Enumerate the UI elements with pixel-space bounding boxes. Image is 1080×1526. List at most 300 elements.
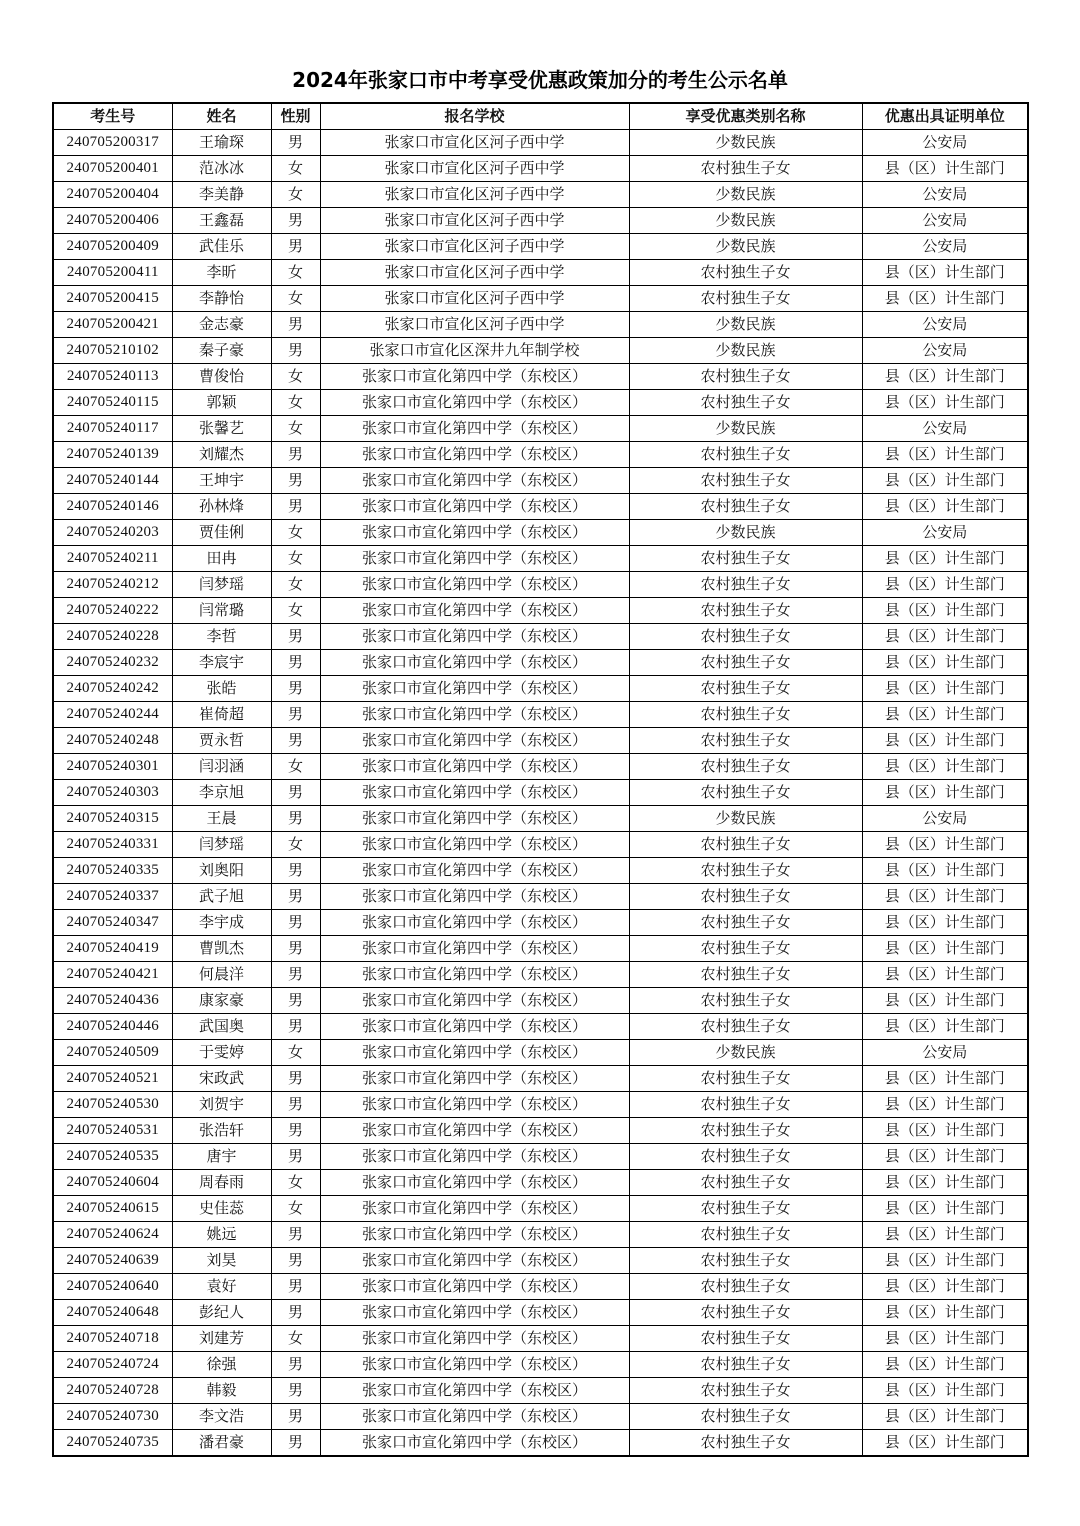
cell-certifying-unit: 公安局 <box>862 182 1028 208</box>
cell-policy-category: 农村独生子女 <box>629 624 862 650</box>
cell-name: 韩毅 <box>172 1378 271 1404</box>
table-row <box>53 858 1028 884</box>
cell-policy-category: 农村独生子女 <box>629 442 862 468</box>
cell-policy-category: 少数民族 <box>629 208 862 234</box>
table-row <box>53 156 1028 182</box>
cell-name: 李美静 <box>172 182 271 208</box>
cell-certifying-unit: 县（区）计生部门 <box>862 676 1028 702</box>
cell-school: 张家口市宣化区河子西中学 <box>320 234 629 260</box>
cell-school: 张家口市宣化第四中学（东校区） <box>320 1430 629 1457</box>
cell-name: 刘昊 <box>172 1248 271 1274</box>
cell-school: 张家口市宣化第四中学（东校区） <box>320 858 629 884</box>
cell-policy-category: 农村独生子女 <box>629 1222 862 1248</box>
cell-school: 张家口市宣化第四中学（东校区） <box>320 416 629 442</box>
cell-certifying-unit: 县（区）计生部门 <box>862 1274 1028 1300</box>
cell-name: 秦子豪 <box>172 338 271 364</box>
cell-school: 张家口市宣化区河子西中学 <box>320 260 629 286</box>
cell-certifying-unit: 县（区）计生部门 <box>862 650 1028 676</box>
cell-policy-category: 农村独生子女 <box>629 1066 862 1092</box>
cell-exam-number: 240705240530 <box>53 1092 172 1118</box>
cell-gender: 女 <box>271 286 320 312</box>
cell-gender: 男 <box>271 1014 320 1040</box>
cell-name: 闫梦瑶 <box>172 572 271 598</box>
cell-gender: 男 <box>271 1144 320 1170</box>
cell-exam-number: 240705200404 <box>53 182 172 208</box>
table-row <box>53 494 1028 520</box>
cell-certifying-unit: 县（区）计生部门 <box>862 1066 1028 1092</box>
cell-school: 张家口市宣化第四中学（东校区） <box>320 1118 629 1144</box>
cell-certifying-unit: 县（区）计生部门 <box>862 468 1028 494</box>
cell-certifying-unit: 县（区）计生部门 <box>862 546 1028 572</box>
table-row <box>53 702 1028 728</box>
cell-policy-category: 少数民族 <box>629 130 862 156</box>
cell-policy-category: 农村独生子女 <box>629 1118 862 1144</box>
cell-name: 田冉 <box>172 546 271 572</box>
cell-policy-category: 农村独生子女 <box>629 780 862 806</box>
cell-policy-category: 农村独生子女 <box>629 1014 862 1040</box>
cell-name: 张馨艺 <box>172 416 271 442</box>
cell-exam-number: 240705240232 <box>53 650 172 676</box>
table-row <box>53 364 1028 390</box>
cell-school: 张家口市宣化第四中学（东校区） <box>320 1248 629 1274</box>
cell-certifying-unit: 县（区）计生部门 <box>862 1352 1028 1378</box>
cell-gender: 男 <box>271 910 320 936</box>
table-row <box>53 130 1028 156</box>
cell-gender: 男 <box>271 1092 320 1118</box>
cell-gender: 男 <box>271 884 320 910</box>
cell-name: 孙林烽 <box>172 494 271 520</box>
cell-policy-category: 农村独生子女 <box>629 1092 862 1118</box>
cell-policy-category: 农村独生子女 <box>629 1404 862 1430</box>
table-row <box>53 780 1028 806</box>
cell-gender: 男 <box>271 1274 320 1300</box>
cell-name: 曹俊怡 <box>172 364 271 390</box>
cell-certifying-unit: 公安局 <box>862 338 1028 364</box>
table-row <box>53 182 1028 208</box>
table-row <box>53 1248 1028 1274</box>
cell-school: 张家口市宣化区河子西中学 <box>320 312 629 338</box>
cell-policy-category: 农村独生子女 <box>629 1170 862 1196</box>
cell-name: 刘奥阳 <box>172 858 271 884</box>
cell-certifying-unit: 县（区）计生部门 <box>862 1300 1028 1326</box>
cell-name: 于雯婷 <box>172 1040 271 1066</box>
cell-school: 张家口市宣化第四中学（东校区） <box>320 520 629 546</box>
table-row <box>53 936 1028 962</box>
cell-exam-number: 240705200401 <box>53 156 172 182</box>
cell-exam-number: 240705240115 <box>53 390 172 416</box>
cell-gender: 男 <box>271 130 320 156</box>
cell-school: 张家口市宣化第四中学（东校区） <box>320 780 629 806</box>
cell-gender: 男 <box>271 312 320 338</box>
cell-certifying-unit: 公安局 <box>862 130 1028 156</box>
cell-policy-category: 农村独生子女 <box>629 1352 862 1378</box>
table-row <box>53 546 1028 572</box>
cell-school: 张家口市宣化第四中学（东校区） <box>320 1378 629 1404</box>
cell-gender: 女 <box>271 1170 320 1196</box>
cell-policy-category: 农村独生子女 <box>629 754 862 780</box>
cell-name: 王瑜琛 <box>172 130 271 156</box>
cell-certifying-unit: 县（区）计生部门 <box>862 1118 1028 1144</box>
cell-gender: 男 <box>271 962 320 988</box>
cell-gender: 男 <box>271 234 320 260</box>
cell-exam-number: 240705240303 <box>53 780 172 806</box>
cell-school: 张家口市宣化第四中学（东校区） <box>320 1040 629 1066</box>
cell-exam-number: 240705240535 <box>53 1144 172 1170</box>
cell-exam-number: 240705240718 <box>53 1326 172 1352</box>
cell-school: 张家口市宣化区河子西中学 <box>320 182 629 208</box>
cell-policy-category: 农村独生子女 <box>629 832 862 858</box>
table-row <box>53 598 1028 624</box>
table-row <box>53 1352 1028 1378</box>
cell-gender: 女 <box>271 572 320 598</box>
cell-certifying-unit: 县（区）计生部门 <box>862 884 1028 910</box>
cell-name: 金志豪 <box>172 312 271 338</box>
cell-school: 张家口市宣化第四中学（东校区） <box>320 936 629 962</box>
table-row <box>53 1300 1028 1326</box>
cell-school: 张家口市宣化第四中学（东校区） <box>320 1066 629 1092</box>
cell-name: 唐宇 <box>172 1144 271 1170</box>
table-row <box>53 208 1028 234</box>
cell-gender: 女 <box>271 754 320 780</box>
header-certifying-unit: 优惠出具证明单位 <box>862 103 1028 130</box>
cell-name: 李宇成 <box>172 910 271 936</box>
cell-school: 张家口市宣化第四中学（东校区） <box>320 1404 629 1430</box>
cell-gender: 男 <box>271 1352 320 1378</box>
cell-policy-category: 农村独生子女 <box>629 572 862 598</box>
cell-certifying-unit: 县（区）计生部门 <box>862 364 1028 390</box>
cell-certifying-unit: 公安局 <box>862 1040 1028 1066</box>
cell-certifying-unit: 县（区）计生部门 <box>862 962 1028 988</box>
cell-certifying-unit: 县（区）计生部门 <box>862 1326 1028 1352</box>
cell-certifying-unit: 县（区）计生部门 <box>862 780 1028 806</box>
cell-name: 王晨 <box>172 806 271 832</box>
cell-gender: 男 <box>271 1118 320 1144</box>
table-row <box>53 260 1028 286</box>
cell-gender: 女 <box>271 416 320 442</box>
cell-name: 李文浩 <box>172 1404 271 1430</box>
cell-name: 彭纪人 <box>172 1300 271 1326</box>
table-row <box>53 1378 1028 1404</box>
cell-gender: 男 <box>271 338 320 364</box>
cell-certifying-unit: 县（区）计生部门 <box>862 832 1028 858</box>
cell-gender: 女 <box>271 182 320 208</box>
cell-exam-number: 240705240421 <box>53 962 172 988</box>
table-row <box>53 962 1028 988</box>
cell-gender: 女 <box>271 390 320 416</box>
cell-policy-category: 农村独生子女 <box>629 546 862 572</box>
cell-school: 张家口市宣化第四中学（东校区） <box>320 1222 629 1248</box>
cell-school: 张家口市宣化第四中学（东校区） <box>320 468 629 494</box>
cell-certifying-unit: 县（区）计生部门 <box>862 442 1028 468</box>
table-row <box>53 1430 1028 1457</box>
cell-name: 武子旭 <box>172 884 271 910</box>
cell-exam-number: 240705240531 <box>53 1118 172 1144</box>
cell-name: 李宸宇 <box>172 650 271 676</box>
cell-gender: 男 <box>271 1066 320 1092</box>
cell-school: 张家口市宣化区河子西中学 <box>320 208 629 234</box>
table-row <box>53 1040 1028 1066</box>
cell-certifying-unit: 公安局 <box>862 208 1028 234</box>
cell-name: 康家豪 <box>172 988 271 1014</box>
cell-exam-number: 240705240228 <box>53 624 172 650</box>
cell-gender: 男 <box>271 988 320 1014</box>
table-row <box>53 338 1028 364</box>
cell-exam-number: 240705240337 <box>53 884 172 910</box>
cell-school: 张家口市宣化区河子西中学 <box>320 130 629 156</box>
cell-policy-category: 农村独生子女 <box>629 598 862 624</box>
table-row <box>53 1170 1028 1196</box>
cell-school: 张家口市宣化第四中学（东校区） <box>320 1326 629 1352</box>
cell-gender: 男 <box>271 1378 320 1404</box>
cell-exam-number: 240705240211 <box>53 546 172 572</box>
cell-policy-category: 农村独生子女 <box>629 676 862 702</box>
cell-policy-category: 少数民族 <box>629 806 862 832</box>
cell-school: 张家口市宣化第四中学（东校区） <box>320 988 629 1014</box>
cell-name: 闫羽涵 <box>172 754 271 780</box>
cell-name: 史佳蕊 <box>172 1196 271 1222</box>
cell-gender: 男 <box>271 780 320 806</box>
cell-name: 何晨洋 <box>172 962 271 988</box>
table-row <box>53 806 1028 832</box>
cell-policy-category: 农村独生子女 <box>629 988 862 1014</box>
cell-gender: 男 <box>271 806 320 832</box>
table-body <box>53 130 1028 1457</box>
cell-gender: 男 <box>271 1404 320 1430</box>
cell-gender: 女 <box>271 260 320 286</box>
cell-policy-category: 少数民族 <box>629 234 862 260</box>
cell-school: 张家口市宣化第四中学（东校区） <box>320 1014 629 1040</box>
page-title: 2024年张家口市中考享受优惠政策加分的考生公示名单 <box>292 68 788 92</box>
cell-exam-number: 240705240113 <box>53 364 172 390</box>
cell-certifying-unit: 县（区）计生部门 <box>862 1404 1028 1430</box>
cell-gender: 女 <box>271 832 320 858</box>
cell-name: 武国奥 <box>172 1014 271 1040</box>
cell-exam-number: 240705240446 <box>53 1014 172 1040</box>
cell-school: 张家口市宣化区河子西中学 <box>320 286 629 312</box>
cell-school: 张家口市宣化第四中学（东校区） <box>320 546 629 572</box>
cell-exam-number: 240705200421 <box>53 312 172 338</box>
cell-certifying-unit: 县（区）计生部门 <box>862 390 1028 416</box>
cell-policy-category: 农村独生子女 <box>629 650 862 676</box>
cell-gender: 男 <box>271 936 320 962</box>
cell-gender: 男 <box>271 1300 320 1326</box>
cell-school: 张家口市宣化第四中学（东校区） <box>320 390 629 416</box>
cell-exam-number: 240705240335 <box>53 858 172 884</box>
cell-exam-number: 240705240331 <box>53 832 172 858</box>
cell-policy-category: 少数民族 <box>629 1040 862 1066</box>
cell-gender: 男 <box>271 208 320 234</box>
cell-gender: 男 <box>271 650 320 676</box>
cell-certifying-unit: 县（区）计生部门 <box>862 1092 1028 1118</box>
cell-school: 张家口市宣化第四中学（东校区） <box>320 1092 629 1118</box>
cell-exam-number: 240705210102 <box>53 338 172 364</box>
cell-name: 李哲 <box>172 624 271 650</box>
cell-name: 范冰冰 <box>172 156 271 182</box>
cell-policy-category: 少数民族 <box>629 312 862 338</box>
cell-school: 张家口市宣化第四中学（东校区） <box>320 806 629 832</box>
table-row <box>53 1326 1028 1352</box>
table-row <box>53 468 1028 494</box>
cell-exam-number: 240705240604 <box>53 1170 172 1196</box>
cell-name: 张浩轩 <box>172 1118 271 1144</box>
cell-name: 曹凯杰 <box>172 936 271 962</box>
cell-policy-category: 农村独生子女 <box>629 468 862 494</box>
cell-policy-category: 农村独生子女 <box>629 858 862 884</box>
cell-gender: 男 <box>271 1430 320 1457</box>
table-header-row <box>53 103 1028 130</box>
cell-school: 张家口市宣化第四中学（东校区） <box>320 650 629 676</box>
cell-exam-number: 240705240117 <box>53 416 172 442</box>
cell-school: 张家口市宣化第四中学（东校区） <box>320 754 629 780</box>
cell-school: 张家口市宣化第四中学（东校区） <box>320 728 629 754</box>
cell-gender: 女 <box>271 1326 320 1352</box>
cell-exam-number: 240705240222 <box>53 598 172 624</box>
cell-name: 贾永哲 <box>172 728 271 754</box>
table-row <box>53 884 1028 910</box>
cell-gender: 女 <box>271 1040 320 1066</box>
cell-certifying-unit: 公安局 <box>862 520 1028 546</box>
cell-name: 王坤宇 <box>172 468 271 494</box>
cell-exam-number: 240705200409 <box>53 234 172 260</box>
table-row <box>53 1274 1028 1300</box>
table-row <box>53 390 1028 416</box>
cell-policy-category: 农村独生子女 <box>629 884 862 910</box>
cell-exam-number: 240705240521 <box>53 1066 172 1092</box>
table-row <box>53 1092 1028 1118</box>
cell-exam-number: 240705240315 <box>53 806 172 832</box>
cell-school: 张家口市宣化第四中学（东校区） <box>320 442 629 468</box>
cell-name: 闫常璐 <box>172 598 271 624</box>
cell-exam-number: 240705240146 <box>53 494 172 520</box>
cell-school: 张家口市宣化第四中学（东校区） <box>320 598 629 624</box>
table-row <box>53 1196 1028 1222</box>
cell-policy-category: 农村独生子女 <box>629 936 862 962</box>
cell-certifying-unit: 县（区）计生部门 <box>862 494 1028 520</box>
table-row <box>53 416 1028 442</box>
table-row <box>53 234 1028 260</box>
cell-gender: 男 <box>271 624 320 650</box>
table-row <box>53 910 1028 936</box>
cell-policy-category: 农村独生子女 <box>629 962 862 988</box>
cell-name: 郭颖 <box>172 390 271 416</box>
cell-exam-number: 240705240624 <box>53 1222 172 1248</box>
cell-exam-number: 240705240509 <box>53 1040 172 1066</box>
cell-certifying-unit: 县（区）计生部门 <box>862 1196 1028 1222</box>
cell-name: 王鑫磊 <box>172 208 271 234</box>
cell-policy-category: 农村独生子女 <box>629 1274 862 1300</box>
cell-name: 贾佳俐 <box>172 520 271 546</box>
table-row <box>53 624 1028 650</box>
cell-gender: 女 <box>271 1196 320 1222</box>
cell-policy-category: 农村独生子女 <box>629 494 862 520</box>
cell-school: 张家口市宣化第四中学（东校区） <box>320 364 629 390</box>
cell-certifying-unit: 县（区）计生部门 <box>862 624 1028 650</box>
table-row <box>53 650 1028 676</box>
table-row <box>53 1144 1028 1170</box>
cell-name: 刘耀杰 <box>172 442 271 468</box>
cell-name: 刘贺宇 <box>172 1092 271 1118</box>
cell-certifying-unit: 县（区）计生部门 <box>862 1378 1028 1404</box>
cell-certifying-unit: 县（区）计生部门 <box>862 286 1028 312</box>
table-row <box>53 1222 1028 1248</box>
cell-school: 张家口市宣化第四中学（东校区） <box>320 1196 629 1222</box>
cell-gender: 女 <box>271 520 320 546</box>
cell-school: 张家口市宣化第四中学（东校区） <box>320 572 629 598</box>
cell-school: 张家口市宣化第四中学（东校区） <box>320 1300 629 1326</box>
cell-certifying-unit: 县（区）计生部门 <box>862 260 1028 286</box>
cell-certifying-unit: 县（区）计生部门 <box>862 572 1028 598</box>
cell-exam-number: 240705240648 <box>53 1300 172 1326</box>
cell-school: 张家口市宣化区深井九年制学校 <box>320 338 629 364</box>
cell-policy-category: 农村独生子女 <box>629 1248 862 1274</box>
cell-certifying-unit: 县（区）计生部门 <box>862 1144 1028 1170</box>
header-exam-number: 考生号 <box>53 103 172 130</box>
cell-school: 张家口市宣化第四中学（东校区） <box>320 1170 629 1196</box>
cell-certifying-unit: 县（区）计生部门 <box>862 702 1028 728</box>
cell-exam-number: 240705240419 <box>53 936 172 962</box>
table-row <box>53 572 1028 598</box>
cell-policy-category: 农村独生子女 <box>629 1430 862 1457</box>
table-row <box>53 442 1028 468</box>
cell-name: 刘建芳 <box>172 1326 271 1352</box>
cell-certifying-unit: 县（区）计生部门 <box>862 156 1028 182</box>
cell-policy-category: 农村独生子女 <box>629 1144 862 1170</box>
cell-exam-number: 240705240436 <box>53 988 172 1014</box>
table-row <box>53 1118 1028 1144</box>
cell-school: 张家口市宣化第四中学（东校区） <box>320 1352 629 1378</box>
cell-name: 姚远 <box>172 1222 271 1248</box>
table-row <box>53 520 1028 546</box>
cell-certifying-unit: 县（区）计生部门 <box>862 1430 1028 1457</box>
cell-policy-category: 农村独生子女 <box>629 390 862 416</box>
cell-policy-category: 农村独生子女 <box>629 1326 862 1352</box>
table-row <box>53 832 1028 858</box>
cell-certifying-unit: 县（区）计生部门 <box>862 598 1028 624</box>
table-row <box>53 1014 1028 1040</box>
table-row <box>53 286 1028 312</box>
cell-policy-category: 农村独生子女 <box>629 1378 862 1404</box>
cell-certifying-unit: 县（区）计生部门 <box>862 1170 1028 1196</box>
candidate-table <box>52 102 1029 1457</box>
cell-certifying-unit: 县（区）计生部门 <box>862 910 1028 936</box>
cell-school: 张家口市宣化第四中学（东校区） <box>320 1144 629 1170</box>
header-school: 报名学校 <box>320 103 629 130</box>
cell-policy-category: 少数民族 <box>629 416 862 442</box>
cell-exam-number: 240705200411 <box>53 260 172 286</box>
cell-exam-number: 240705240242 <box>53 676 172 702</box>
cell-policy-category: 农村独生子女 <box>629 156 862 182</box>
cell-certifying-unit: 县（区）计生部门 <box>862 1222 1028 1248</box>
header-policy-category: 享受优惠类别名称 <box>629 103 862 130</box>
cell-exam-number: 240705240212 <box>53 572 172 598</box>
cell-exam-number: 240705200415 <box>53 286 172 312</box>
cell-gender: 男 <box>271 858 320 884</box>
cell-exam-number: 240705240730 <box>53 1404 172 1430</box>
cell-exam-number: 240705240735 <box>53 1430 172 1457</box>
cell-gender: 男 <box>271 728 320 754</box>
cell-name: 袁好 <box>172 1274 271 1300</box>
table-row <box>53 1066 1028 1092</box>
cell-policy-category: 农村独生子女 <box>629 728 862 754</box>
cell-school: 张家口市宣化第四中学（东校区） <box>320 832 629 858</box>
cell-exam-number: 240705240724 <box>53 1352 172 1378</box>
cell-certifying-unit: 县（区）计生部门 <box>862 1014 1028 1040</box>
cell-certifying-unit: 县（区）计生部门 <box>862 988 1028 1014</box>
cell-gender: 女 <box>271 546 320 572</box>
cell-name: 徐强 <box>172 1352 271 1378</box>
cell-gender: 男 <box>271 468 320 494</box>
cell-exam-number: 240705200406 <box>53 208 172 234</box>
